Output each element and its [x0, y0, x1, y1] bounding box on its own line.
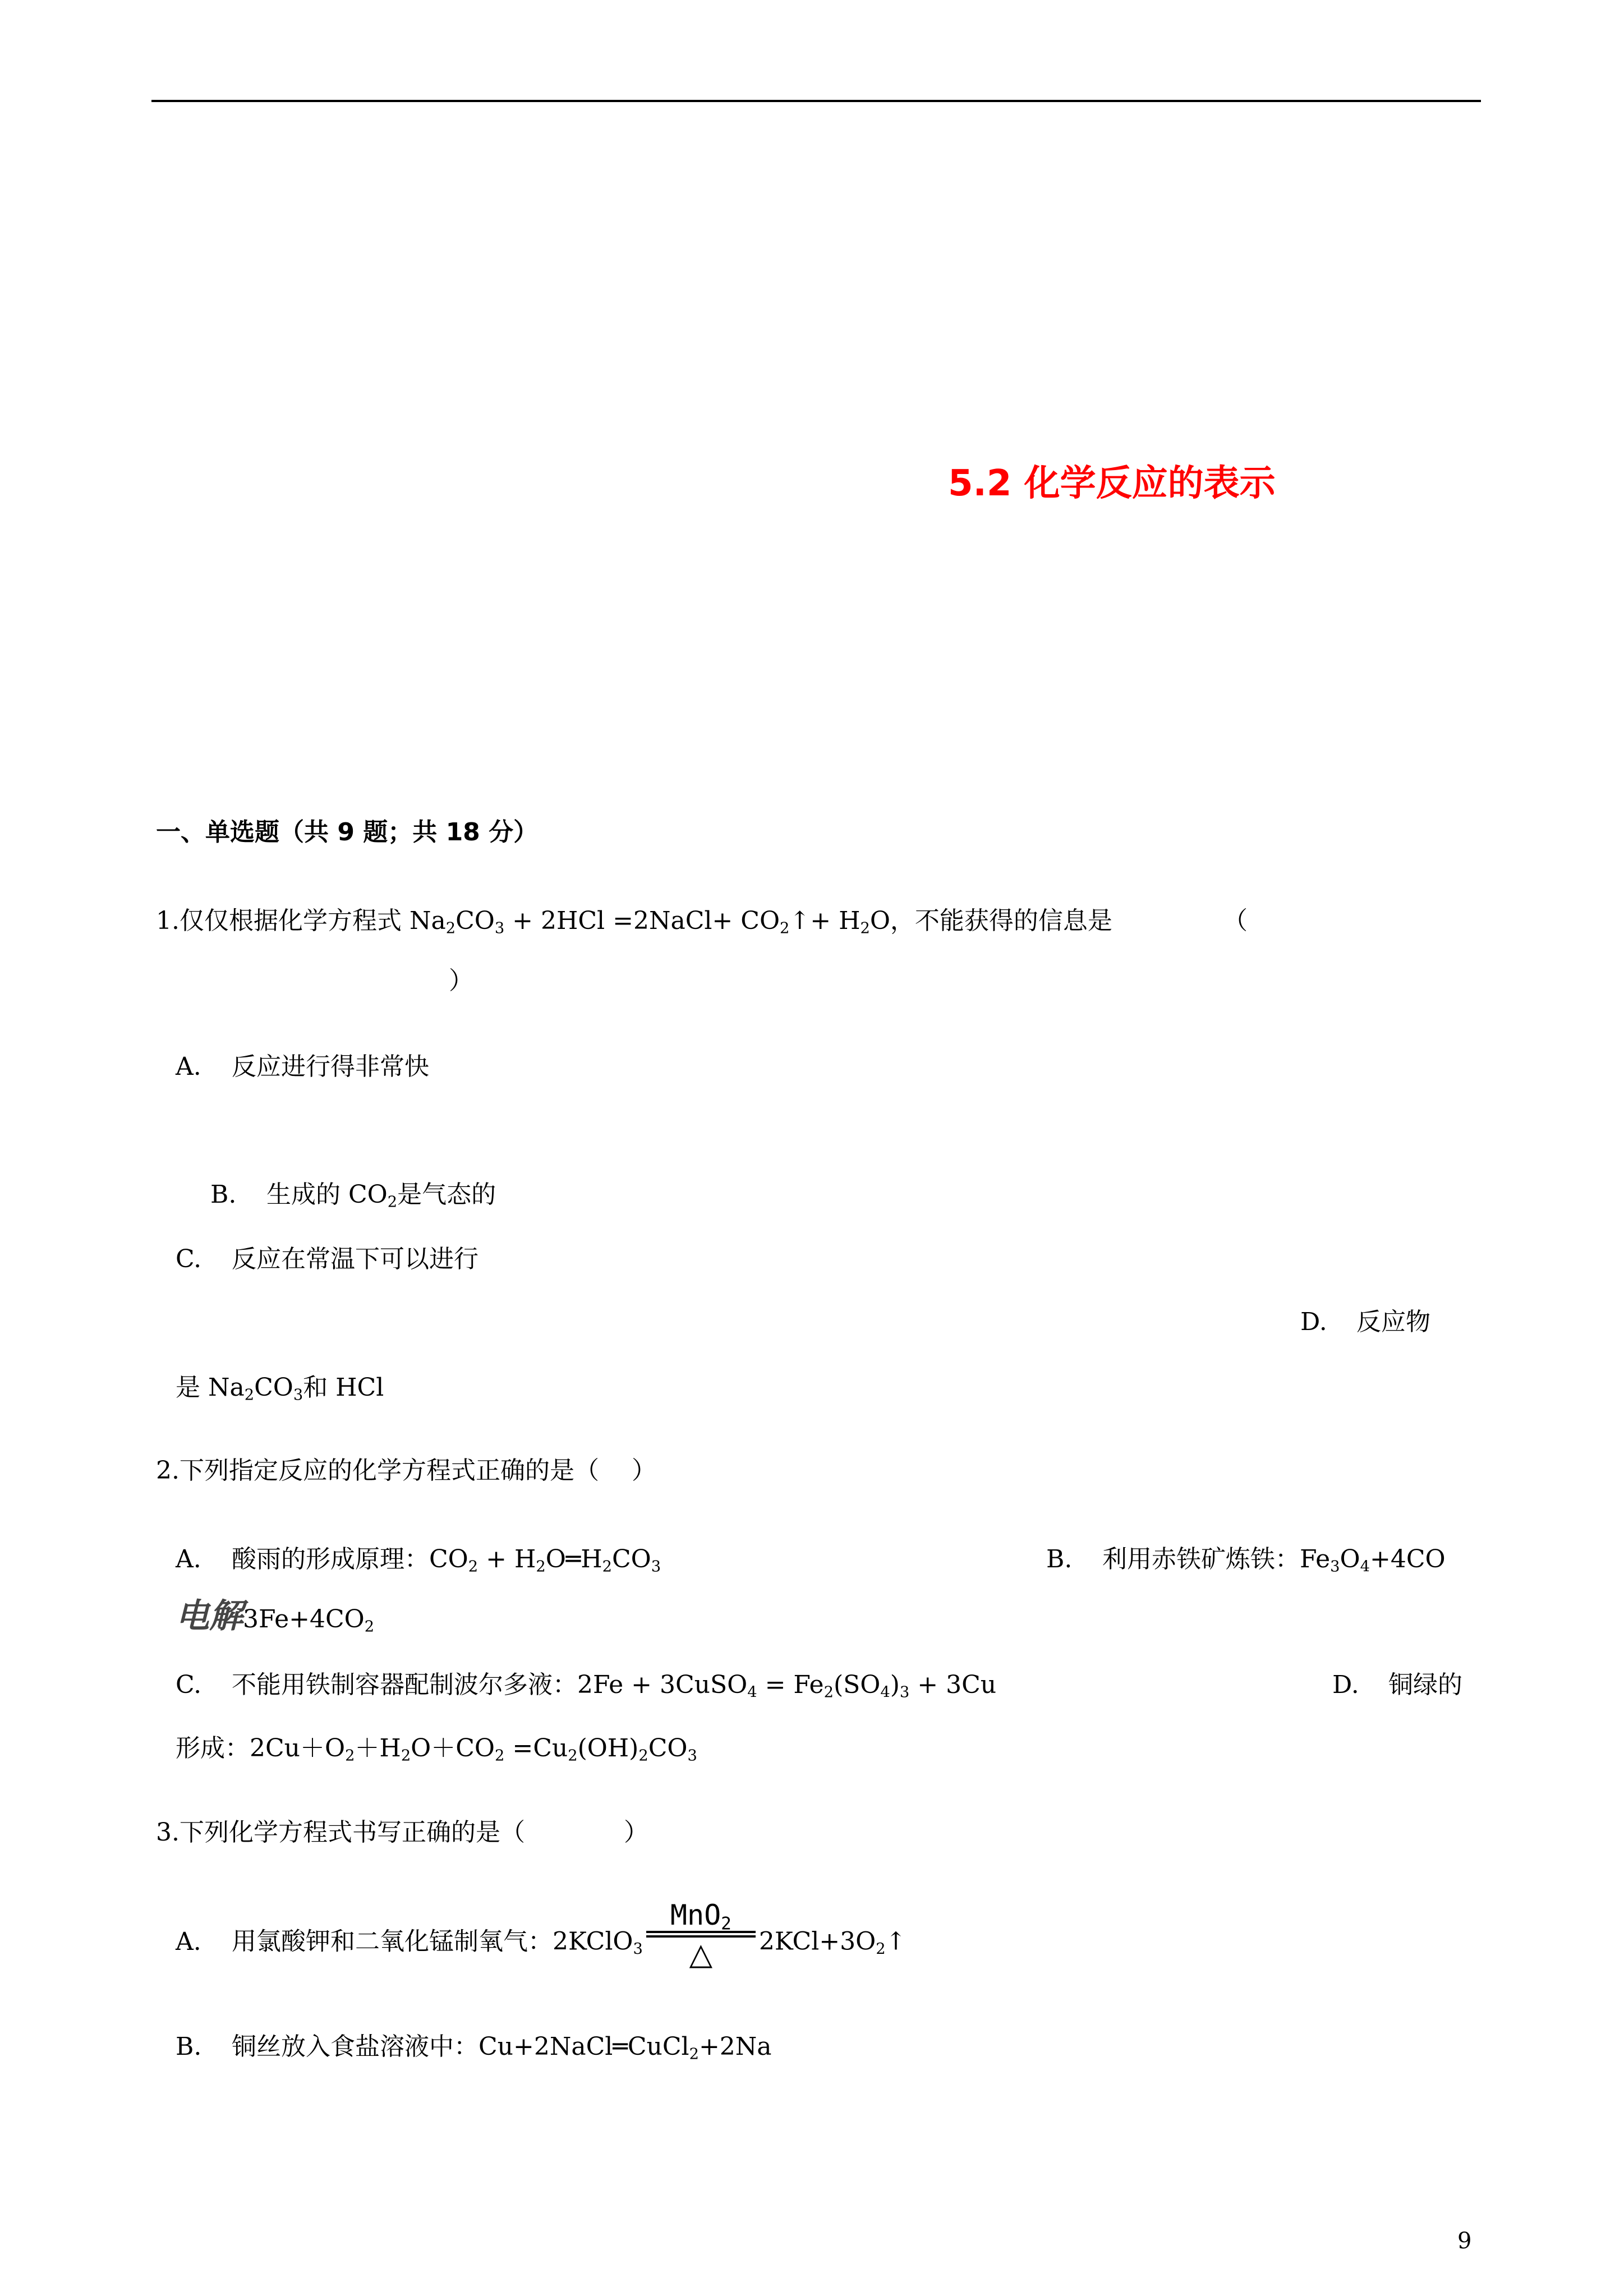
q1-paren-close: ）: [449, 967, 473, 995]
reaction-condition: MnO$_2$ △: [646, 1899, 756, 1971]
q1-stem: 1.仅仅根据化学方程式 $Na_2CO_3 + 2HCl$ =2NaCl+ $CO_2↑+ H_2O$，不能获得的信息是: [156, 907, 1112, 937]
page-title: 5.2 化学反应的表示: [948, 463, 1276, 504]
q1-option-d-continued: 是 $Na_2CO_3$和 HCl: [176, 1373, 384, 1404]
header-rule: [151, 100, 1481, 102]
q1-option-d: D. 反应物: [1300, 1308, 1430, 1336]
q2-stem: 2.下列指定反应的化学方程式正确的是（ ）: [156, 1456, 656, 1485]
q2-option-d-continued: 形成：$2Cu+O_2+H_2O+CO_2 =Cu_2(OH)_2CO_3$: [176, 1734, 697, 1765]
q2-option-b-continued: 电解$3Fe+4CO_2$: [176, 1596, 375, 1636]
q1-paren-open: （: [1223, 907, 1248, 935]
q1-option-c: C. 反应在常温下可以进行: [176, 1245, 479, 1273]
page-number: 9: [1457, 2228, 1472, 2254]
q3-stem: 3.下列化学方程式书写正确的是（ ）: [156, 1818, 648, 1847]
section-heading: 一、单选题（共 9 题；共 18 分）: [156, 818, 539, 846]
q1-option-b: B. 生成的 $CO_2$是气态的: [210, 1180, 496, 1211]
heating-triangle-icon: △: [689, 1936, 713, 1972]
q3-option-b: B. 铜丝放入食盐溶液中：Cu+2NaCl═CuCl$_2$+2Na: [176, 2032, 772, 2063]
q2-option-d: D. 铜绿的: [1332, 1671, 1462, 1699]
q1-option-a: A. 反应进行得非常快: [176, 1052, 429, 1081]
q2-option-a: A. 酸雨的形成原理：$CO_2$ + $H_2O═H_2CO_3$: [176, 1545, 661, 1576]
electrolysis-condition-image: 电解: [176, 1596, 243, 1636]
q2-option-b: B. 利用赤铁矿炼铁：$Fe_3O_4+4CO$: [1046, 1545, 1446, 1576]
q3-option-a: A. 用氯酸钾和二氧化锰制氧气：2KClO$_3$ MnO$_2$ △ $2KCl+3O_2↑$: [176, 1899, 907, 1972]
q2-option-c: C. 不能用铁制容器配制波尔多液：2Fe + 3CuSO$_4$ = $Fe_2(SO_4)_3 + 3Cu$: [176, 1671, 997, 1701]
